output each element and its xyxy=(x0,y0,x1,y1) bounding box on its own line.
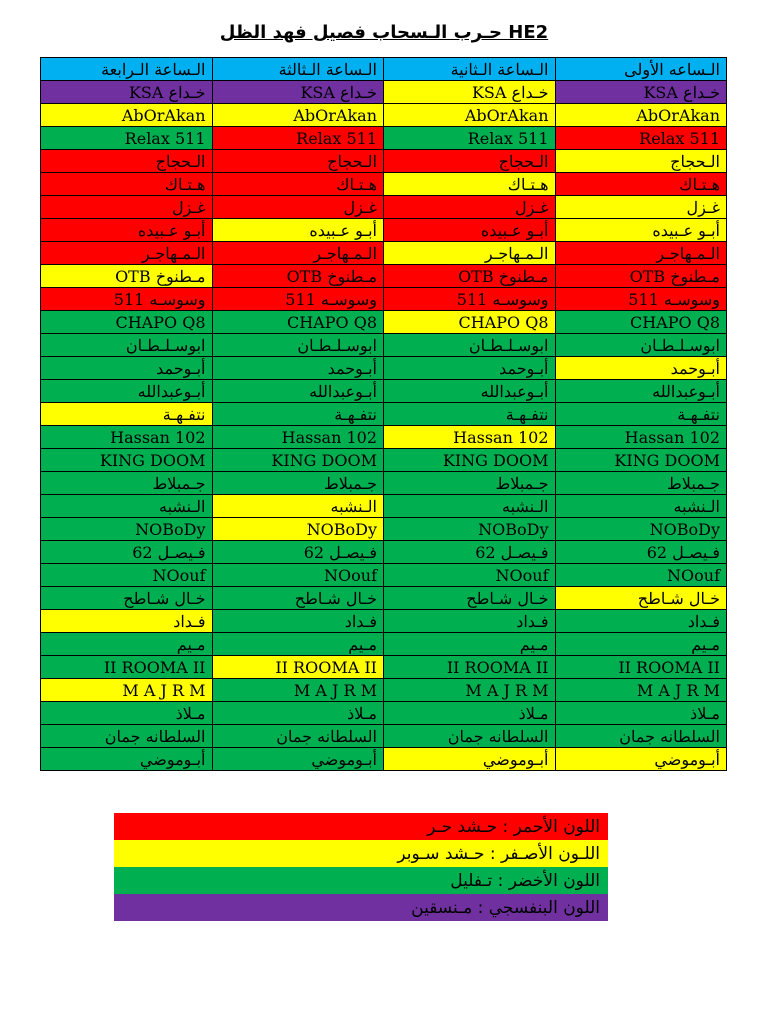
table-cell: KING DOOM xyxy=(555,449,727,472)
table-row xyxy=(41,702,727,725)
header-hour-1: الـساعه الأولى xyxy=(555,58,727,81)
legend-row xyxy=(114,813,608,840)
table-cell: أبـو عـبيده xyxy=(384,219,556,242)
header-hour-2: الـساعة الـثانية xyxy=(384,58,556,81)
table-cell: وسوسـه 511 xyxy=(555,288,727,311)
table-cell: ابوسـلـطـان xyxy=(555,334,727,357)
table-cell: II ROOMA II xyxy=(384,656,556,679)
table-cell: الـنشبه xyxy=(41,495,213,518)
table-row xyxy=(41,610,727,633)
table-cell: مـطنوخ OTB xyxy=(212,265,384,288)
legend-row xyxy=(114,894,608,921)
table-cell: مـلاذ xyxy=(212,702,384,725)
table-row xyxy=(41,81,727,104)
table-cell: خـال شـاطح xyxy=(384,587,556,610)
table-row xyxy=(41,311,727,334)
table-cell: مـلاذ xyxy=(384,702,556,725)
table-cell: مـطنوخ OTB xyxy=(384,265,556,288)
header-row xyxy=(41,58,727,81)
table-cell: وسوسـه 511 xyxy=(41,288,213,311)
table-row xyxy=(41,288,727,311)
table-cell: أبـو عـبيده xyxy=(555,219,727,242)
table-cell: CHAPO Q8 xyxy=(41,311,213,334)
table-cell: هـتـاك xyxy=(384,173,556,196)
table-cell: خـداع KSA xyxy=(555,81,727,104)
table-cell: NOouf xyxy=(555,564,727,587)
table-cell: الـمـهاجـر xyxy=(555,242,727,265)
table-cell: فـداد xyxy=(555,610,727,633)
table-row xyxy=(41,265,727,288)
table-row xyxy=(41,196,727,219)
table-cell: مـيم xyxy=(384,633,556,656)
table-cell: غـزل xyxy=(384,196,556,219)
table-cell: هـتـاك xyxy=(212,173,384,196)
table-cell: M A J R M xyxy=(555,679,727,702)
table-cell: مـطنوخ OTB xyxy=(555,265,727,288)
table-cell: أبـوعبدالله xyxy=(212,380,384,403)
table-cell: أبـوعبدالله xyxy=(384,380,556,403)
table-cell: M A J R M xyxy=(384,679,556,702)
table-row xyxy=(41,403,727,426)
table-cell: M A J R M xyxy=(41,679,213,702)
legend-row xyxy=(114,867,608,894)
table-cell: Hassan 102 xyxy=(212,426,384,449)
table-cell: خـال شـاطح xyxy=(41,587,213,610)
table-cell: مـيم xyxy=(212,633,384,656)
table-cell: الـمـهاجـر xyxy=(212,242,384,265)
table-cell: نتفـهـة xyxy=(41,403,213,426)
table-cell: السلطانه جمان xyxy=(212,725,384,748)
table-cell: نتفـهـة xyxy=(555,403,727,426)
table-cell: أبـوموضي xyxy=(41,748,213,771)
table-row xyxy=(41,541,727,564)
table-cell: CHAPO Q8 xyxy=(555,311,727,334)
table-row xyxy=(41,150,727,173)
table-row xyxy=(41,725,727,748)
table-cell: مـلاذ xyxy=(555,702,727,725)
table-row xyxy=(41,173,727,196)
table-row xyxy=(41,104,727,127)
table-row xyxy=(41,748,727,771)
table-cell: مـطنوخ OTB xyxy=(41,265,213,288)
table-cell: أبـوموضي xyxy=(384,748,556,771)
table-row xyxy=(41,242,727,265)
table-cell: فـيصـل 62 xyxy=(384,541,556,564)
table-cell: الـحجاج xyxy=(555,150,727,173)
table-cell: NOouf xyxy=(384,564,556,587)
table-cell: Hassan 102 xyxy=(384,426,556,449)
table-cell: وسوسـه 511 xyxy=(212,288,384,311)
legend-label: اللـون الأصـفر : حـشد سـوبر xyxy=(114,840,608,867)
table-cell: وسوسـه 511 xyxy=(384,288,556,311)
table-cell: أبـوعبدالله xyxy=(555,380,727,403)
table-cell: ابوسـلـطـان xyxy=(41,334,213,357)
table-cell: جـمبلاط xyxy=(555,472,727,495)
table-cell: جـمبلاط xyxy=(384,472,556,495)
table-cell: II ROOMA II xyxy=(41,656,213,679)
table-cell: NOBoDy xyxy=(212,518,384,541)
table-cell: M A J R M xyxy=(212,679,384,702)
table-cell: KING DOOM xyxy=(212,449,384,472)
table-cell: فـيصـل 62 xyxy=(555,541,727,564)
table-cell: الـحجاج xyxy=(41,150,213,173)
table-cell: جـمبلاط xyxy=(41,472,213,495)
table-cell: السلطانه جمان xyxy=(41,725,213,748)
table-cell: فـيصـل 62 xyxy=(212,541,384,564)
table-cell: الـحجاج xyxy=(384,150,556,173)
table-cell: هـتـاك xyxy=(41,173,213,196)
schedule-body xyxy=(41,81,727,771)
table-row xyxy=(41,656,727,679)
table-cell: أبـوحمد xyxy=(212,357,384,380)
table-cell: AbOrAkan xyxy=(41,104,213,127)
table-cell: NOouf xyxy=(41,564,213,587)
table-cell: NOBoDy xyxy=(384,518,556,541)
table-row xyxy=(41,679,727,702)
color-legend xyxy=(114,813,608,921)
table-cell: هـتـاك xyxy=(555,173,727,196)
table-cell: نتفـهـة xyxy=(384,403,556,426)
table-cell: خـداع KSA xyxy=(384,81,556,104)
table-cell: السلطانه جمان xyxy=(555,725,727,748)
table-cell: II ROOMA II xyxy=(212,656,384,679)
table-row xyxy=(41,472,727,495)
table-row xyxy=(41,587,727,610)
table-cell: فـيصـل 62 xyxy=(41,541,213,564)
table-cell: ابوسـلـطـان xyxy=(212,334,384,357)
table-row xyxy=(41,219,727,242)
table-cell: الـنشبه xyxy=(212,495,384,518)
table-cell: السلطانه جمان xyxy=(384,725,556,748)
table-cell: ابوسـلـطـان xyxy=(384,334,556,357)
header-hour-3: الـساعة الـثالثة xyxy=(212,58,384,81)
table-cell: AbOrAkan xyxy=(212,104,384,127)
table-row xyxy=(41,633,727,656)
table-cell: الـمـهاجـر xyxy=(41,242,213,265)
table-cell: CHAPO Q8 xyxy=(384,311,556,334)
table-cell: أبـوحمد xyxy=(41,357,213,380)
table-cell: فـداد xyxy=(41,610,213,633)
table-row xyxy=(41,495,727,518)
table-cell: أبـو عـبيده xyxy=(212,219,384,242)
table-row xyxy=(41,426,727,449)
table-row xyxy=(41,518,727,541)
table-cell: غـزل xyxy=(41,196,213,219)
table-cell: جـمبلاط xyxy=(212,472,384,495)
table-cell: خـداع KSA xyxy=(212,81,384,104)
table-cell: مـلاذ xyxy=(41,702,213,725)
table-cell: خـداع KSA xyxy=(41,81,213,104)
table-cell: فـداد xyxy=(384,610,556,633)
table-cell: الـحجاج xyxy=(212,150,384,173)
legend-label: اللون الأخضر : تـفليل xyxy=(114,867,608,894)
table-row xyxy=(41,564,727,587)
table-cell: Relax 511 xyxy=(384,127,556,150)
table-row xyxy=(41,357,727,380)
table-cell: NOBoDy xyxy=(555,518,727,541)
table-cell: الـنشبه xyxy=(555,495,727,518)
table-cell: KING DOOM xyxy=(41,449,213,472)
table-cell: AbOrAkan xyxy=(384,104,556,127)
table-cell: مـيم xyxy=(41,633,213,656)
table-cell: أبـوحمد xyxy=(384,357,556,380)
table-cell: أبـوموضي xyxy=(212,748,384,771)
table-cell: NOouf xyxy=(212,564,384,587)
table-cell: KING DOOM xyxy=(384,449,556,472)
table-cell: غـزل xyxy=(555,196,727,219)
table-cell: خـال شـاطح xyxy=(555,587,727,610)
table-cell: AbOrAkan xyxy=(555,104,727,127)
table-cell: أبـوحمد xyxy=(555,357,727,380)
table-cell: Relax 511 xyxy=(555,127,727,150)
table-cell: II ROOMA II xyxy=(555,656,727,679)
table-cell: نتفـهـة xyxy=(212,403,384,426)
table-row xyxy=(41,380,727,403)
table-cell: أبـو عـبيده xyxy=(41,219,213,242)
table-cell: CHAPO Q8 xyxy=(212,311,384,334)
table-cell: فـداد xyxy=(212,610,384,633)
table-cell: مـيم xyxy=(555,633,727,656)
table-cell: الـنشبه xyxy=(384,495,556,518)
table-row xyxy=(41,127,727,150)
legend-label: اللون البنفسجي : مـنسقين xyxy=(114,894,608,921)
table-row xyxy=(41,334,727,357)
table-cell: غـزل xyxy=(212,196,384,219)
legend-label: اللون الأحمر : حـشد حـر xyxy=(114,813,608,840)
page-title: حـرب الـسحاب فصيل فهد الظل HE2 xyxy=(219,22,549,43)
table-cell: Hassan 102 xyxy=(555,426,727,449)
table-cell: Hassan 102 xyxy=(41,426,213,449)
schedule-table xyxy=(40,57,727,771)
table-cell: Relax 511 xyxy=(41,127,213,150)
table-cell: Relax 511 xyxy=(212,127,384,150)
table-row xyxy=(41,449,727,472)
table-cell: الـمـهاجـر xyxy=(384,242,556,265)
header-hour-4: الـساعة الـرابعة xyxy=(41,58,213,81)
table-cell: NOBoDy xyxy=(41,518,213,541)
table-cell: أبـوعبدالله xyxy=(41,380,213,403)
legend-row xyxy=(114,840,608,867)
table-cell: أبـوموضي xyxy=(555,748,727,771)
table-cell: خـال شـاطح xyxy=(212,587,384,610)
